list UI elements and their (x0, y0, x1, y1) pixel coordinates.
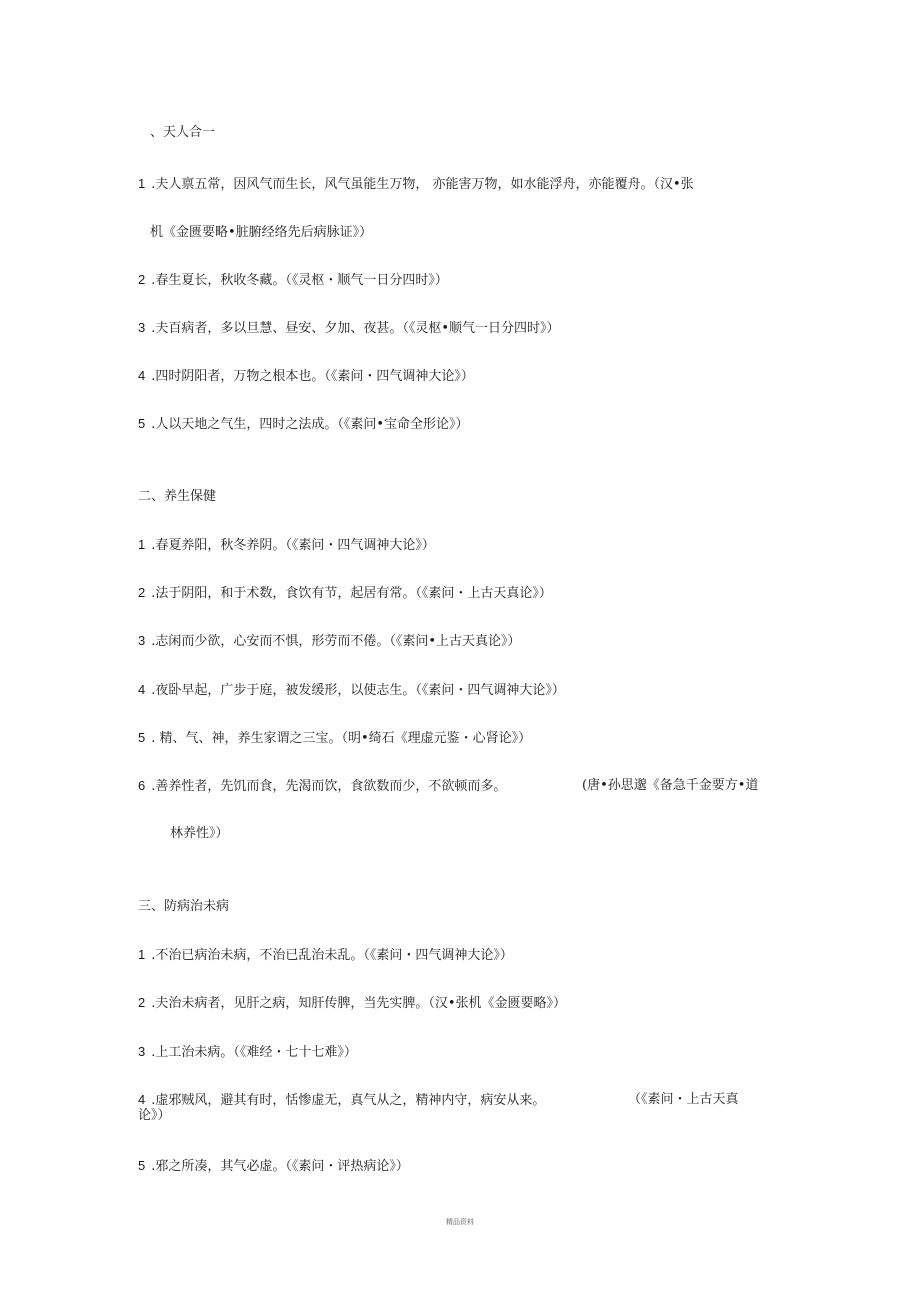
item-number: 2 (138, 585, 146, 600)
list-item (138, 1044, 357, 1061)
section-heading: 二、养生保健 (138, 489, 217, 504)
item-text: .夜卧早起，广步于庭，被发缓形，以使志生。（《素问・四气调神大论》） (151, 683, 565, 698)
list-item (138, 730, 531, 747)
item-number: 3 (138, 320, 146, 335)
item-number: 5 (138, 1158, 146, 1173)
item-number: 4 (138, 682, 146, 697)
item-text: .春生夏长，秋收冬藏。（《灵枢・顺气一日分四时》） (151, 273, 448, 288)
list-item (138, 1092, 545, 1109)
list-item (138, 537, 435, 554)
item-number: 2 (138, 995, 146, 1010)
item-text: .法于阴阳，和于术数，食饮有节，起居有常。（《素问・上古天真论》） (151, 586, 552, 601)
item-number: 1 (138, 537, 146, 552)
item-text: .上工治未病。（《难经・七十七难》） (151, 1045, 357, 1060)
item-continuation: 论》） (138, 1108, 171, 1123)
list-item (138, 272, 448, 289)
list-item (138, 778, 506, 795)
item-number: 6 (138, 778, 146, 793)
item-text: .夫人禀五常，因风气而生长，风气虽能生万物， 亦能害万物，如水能浮舟，亦能覆舟。（汉•张 (151, 177, 694, 192)
list-item (138, 682, 565, 699)
item-number: 1 (138, 947, 146, 962)
item-continuation: 林养性》） (170, 826, 229, 841)
list-item (138, 585, 552, 602)
item-number: 5 (138, 730, 146, 745)
item-text: .人以天地之气生，四时之法成。（《素问•宝命全形论》） (151, 417, 469, 432)
list-item (138, 176, 694, 193)
item-number: 3 (138, 633, 146, 648)
item-text: .虚邪贼风，避其有时，恬惨虚无，真气从之，精神内守，病安从来。 (151, 1093, 546, 1108)
item-text: .邪之所凑，其气必虚。（《素问・评热病论》） (151, 1159, 409, 1174)
section-heading: 三、防病治未病 (138, 899, 230, 914)
item-citation-tail: （《素问・上古天真 (628, 1092, 739, 1107)
item-text: .不治已病治未病，不治已乱治未乱。（《素问・四气调神大论》） (151, 948, 513, 963)
item-citation-tail: (唐•孙思邈《备急千金要方•道 (582, 778, 759, 793)
item-number: 4 (138, 368, 146, 383)
list-item (138, 633, 521, 650)
list-item (138, 368, 474, 385)
item-continuation: 机《金匮要略•脏腑经络先后病脉证》） (150, 225, 373, 240)
item-number: 1 (138, 176, 146, 191)
list-item (138, 995, 566, 1012)
item-number: 4 (138, 1092, 146, 1107)
list-item (138, 416, 469, 433)
list-item (138, 320, 560, 337)
section-heading: 、天人合一 (150, 125, 216, 140)
item-text: .春夏养阳，秋冬养阴。（《素问・四气调神大论》） (151, 538, 435, 553)
item-text: .善养性者，先饥而食，先渴而饮，食欲数而少，不欲顿而多。 (151, 779, 507, 794)
item-number: 3 (138, 1044, 146, 1059)
item-text: .四时阴阳者，万物之根本也。（《素问・四气调神大论》） (151, 369, 474, 384)
item-text: .夫百病者，多以旦慧、昼安、夕加、夜甚。（《灵枢•顺气一日分四时》） (151, 321, 560, 336)
item-text: .志闲而少欲，心安而不惧，形劳而不倦。（《素问•上古天真论》） (151, 634, 521, 649)
item-number: 5 (138, 416, 146, 431)
page-footer: 精品资料 (446, 1218, 474, 1226)
item-number: 2 (138, 272, 146, 287)
list-item (138, 947, 513, 964)
list-item (138, 1158, 409, 1175)
item-text: .夫治未病者，见肝之病，知肝传脾，当先实脾。（汉•张机《金匮要略》） (151, 996, 567, 1011)
item-text: . 精、气、神，养生家谓之三宝。（明•绮石《理虚元鉴・心肾论》） (151, 731, 532, 746)
